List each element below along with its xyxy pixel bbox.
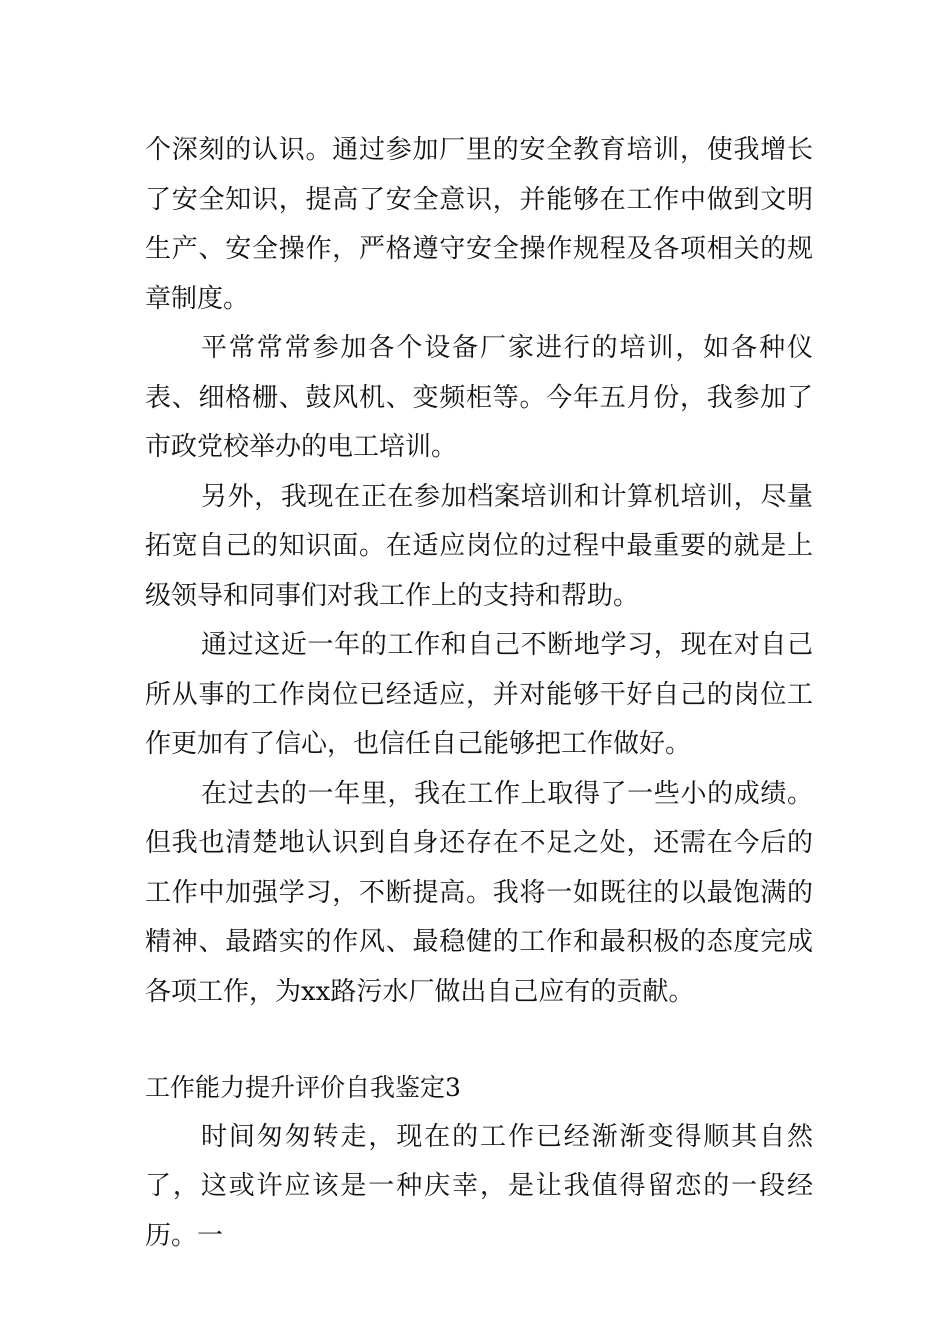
- section-heading: 工作能力提升评价自我鉴定3: [145, 1073, 461, 1102]
- body-paragraph-4: 通过这近一年的工作和自己不断地学习，现在对自己所从事的工作岗位已经适应，并对能够干好自己的岗位工作更加有了信心，也信任自己能够把工作做好。: [145, 630, 813, 759]
- section-paragraph-1: 时间匆匆转走，现在的工作已经渐渐变得顺其自然了，这或许应该是一种庆幸，是让我值得留恋的一段经历。一: [145, 1121, 813, 1251]
- body-paragraph-5: 在过去的一年里，我在工作上取得了一些小的成绩。但我也清楚地认识到自身还存在不足之处，还需在今后的工作中加强学习，不断提高。我将一如既往的以最饱满的精神、最踏实的作风、最稳健的工作和最积极的态度完成各项工作，为xx路污水厂做出自己应有的贡献。: [145, 778, 813, 1007]
- body-paragraph-1: 个深刻的认识。通过参加厂里的安全教育培训，使我增长了安全知识，提高了安全意识，并能够在工作中做到文明生产、安全操作，严格遵守安全操作规程及各项相关的规章制度。: [145, 135, 813, 314]
- body-paragraph-3: 另外，我现在正在参加档案培训和计算机培训，尽量拓宽自己的知识面。在适应岗位的过程中最重要的就是上级领导和同事们对我工作上的支持和帮助。: [145, 481, 813, 611]
- body-paragraph-2: 平常常常参加各个设备厂家进行的培训，如各种仪表、细格栅、鼓风机、变频柜等。今年五月份，我参加了市政党校举办的电工培训。: [145, 333, 813, 462]
- document-body: [145, 126, 813, 1261]
